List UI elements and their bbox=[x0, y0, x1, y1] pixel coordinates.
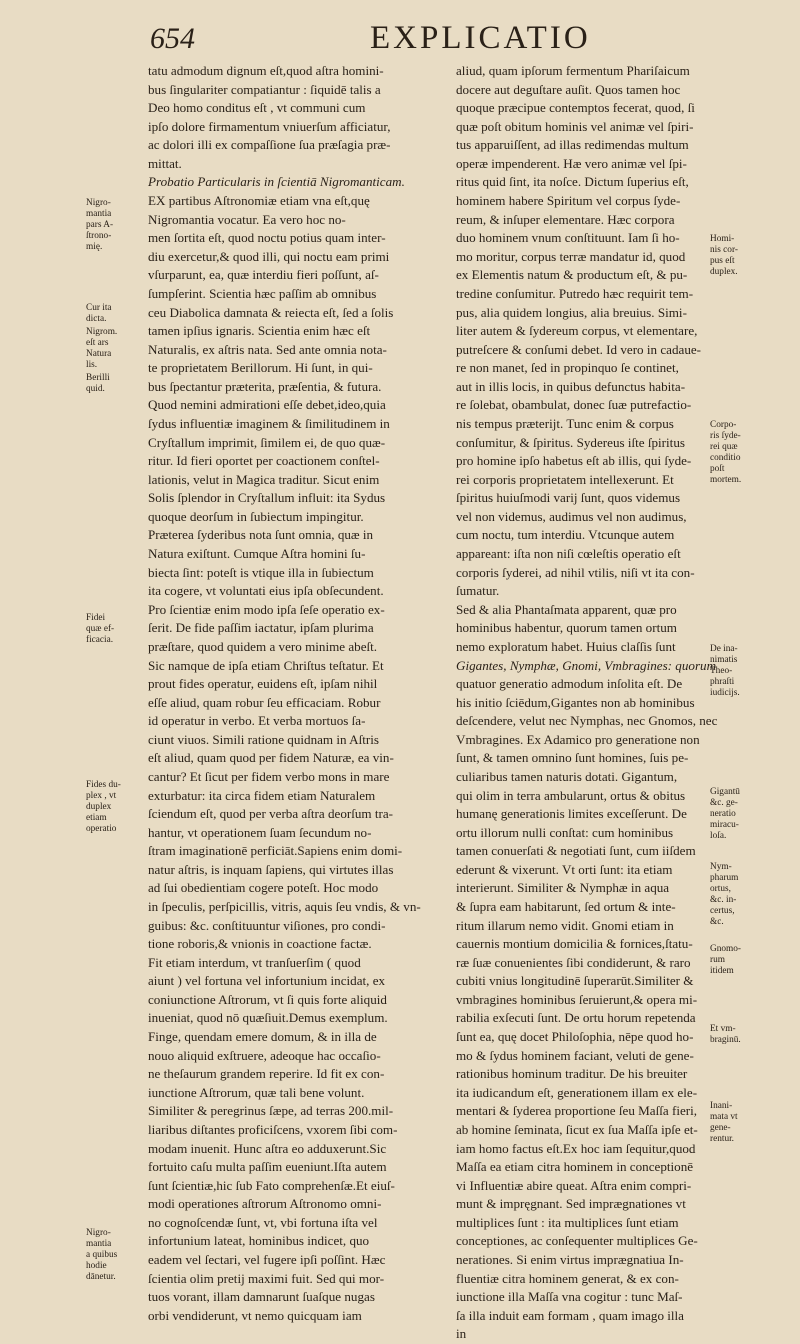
text-line: te proprietatem Berillorum. Hi ſunt, in qui- bbox=[148, 360, 373, 376]
text-line: re non manet, ſed in propinquo ſe continet, bbox=[456, 360, 679, 376]
text-line: quoque deorſum in ſubiectum impingitur. bbox=[148, 508, 364, 524]
text-line: bus ſingulariter compatiantur : ſiquidē talis a bbox=[148, 81, 381, 97]
text-line: hantur, vt operationem ſuam ſecundum no- bbox=[148, 824, 372, 840]
margin-note: Nym- pharum ortus, &c. in- certus, &c. bbox=[710, 862, 739, 927]
margin-note: Fidei quæ ef- ficacia. bbox=[86, 613, 115, 645]
text-line: ſunt, & tamen omnino ſunt homines, ſuis pe- bbox=[456, 750, 689, 766]
margin-note: Et vm- braginū. bbox=[710, 1024, 741, 1045]
text-line: men ſortita eſt, quod noctu potius quam inter- bbox=[148, 230, 386, 246]
left-text-column bbox=[148, 62, 448, 1325]
text-line: guibus: &c. conſtituuntur viſiones, pro condi- bbox=[148, 917, 386, 933]
text-line: iunctione Aſtrorum, quæ tali bene volunt. bbox=[148, 1084, 365, 1100]
text-line: Fit etiam interdum, vt tranſuerſim ( quod bbox=[148, 954, 361, 970]
text-line: mo & ſydus hominem faciant, veluti de gene- bbox=[456, 1047, 694, 1063]
text-line: in bbox=[456, 1326, 467, 1342]
text-line: aiunt ) vel fortuna vel infortunium incidat, ex bbox=[148, 973, 386, 989]
text-line: iam homo factus eſt.Ex hoc iam ſequitur,quod bbox=[456, 1140, 696, 1156]
text-line: quatuor generatio admodum inſolita eſt. De bbox=[456, 676, 683, 692]
page-header bbox=[0, 20, 800, 60]
margin-note: Fides du- plex , vt duplex etiam operatio bbox=[86, 780, 121, 834]
text-line: ita iudicandum eſt, generationem illam ex ele- bbox=[456, 1084, 698, 1100]
text-line: Quod nemini admirationi eſſe debet,ideo,quia bbox=[148, 397, 386, 413]
text-line: rationibus hominum traditur. De his breuiter bbox=[456, 1066, 688, 1082]
text-line: docere aut deguſtare auſit. Quos tamen hoc bbox=[456, 81, 681, 97]
text-line: ſunt ea, quę docet Philoſophia, nēpe quod ho- bbox=[456, 1029, 694, 1045]
margin-note: Cur ita dicta. bbox=[86, 303, 112, 324]
text-line: humanę generationis limites exceſſerunt. De bbox=[456, 806, 687, 822]
text-line: & ſupra eam habitarunt, ſed ortum & inte- bbox=[456, 899, 676, 915]
page-number: 654 bbox=[150, 22, 195, 55]
text-line: infortunium lateat, hominibus indicet, quo bbox=[148, 1233, 370, 1249]
text-line: mentari & ſyderea proportione ſeu Maſſa fieri, bbox=[456, 1103, 698, 1119]
text-line: ſciendum eſt, quod per verba aſtra deorſum tra- bbox=[148, 806, 394, 822]
text-line: liter autem & ſydereum corpus, vt elementare, bbox=[456, 323, 698, 339]
text-line: eſſe aliud, quam robur ſeu efficaciam. Robur bbox=[148, 694, 381, 710]
text-line: ſumpſerint. Scientia hæc paſſim ab omnibus bbox=[148, 285, 377, 301]
text-line: natur aſtris, is inquam ſapiens, qui virtutes illas bbox=[148, 861, 394, 877]
text-line: nerationes. Si enim virtus imprægnatiua In- bbox=[456, 1252, 684, 1267]
text-line: Cryſtallum imprimit, ſimilem ei, de quo quæ- bbox=[148, 434, 386, 450]
text-line: ſumatur. bbox=[456, 583, 500, 599]
text-line: culiaribus tamen naturis dotati. Gigantum, bbox=[456, 768, 678, 784]
running-title: EXPLICATIO bbox=[370, 20, 591, 56]
text-line: mo moritur, corpus terræ mandatur id, quod bbox=[456, 248, 686, 264]
text-line: ſunt ſcientiæ,hic ſub Fato comprehenſæ.Et eiuſ- bbox=[148, 1177, 395, 1193]
margin-note: Gigantū &c. ge- neratio miracu- loſa. bbox=[710, 787, 740, 841]
text-line: Sed & alia Phantaſmata apparent, quæ pro bbox=[456, 601, 677, 617]
text-line: Probatio Particularis in ſcientiā Nigromanticam. bbox=[148, 174, 405, 190]
text-line: ræ ſuæ conuenientes ſibi condiderunt, & raro bbox=[456, 954, 691, 970]
text-line: cubiti vnius longitudinē ſuperarūt.Similiter & bbox=[456, 973, 694, 989]
text-line: ad ſui obedientiam cogere poteſt. Hoc modo bbox=[148, 880, 379, 896]
text-line: ſtram imaginationē perficiāt.Sapiens enim domi- bbox=[148, 843, 403, 859]
margin-note: De ina- nimatis Theo- phraſti iudicijs. bbox=[710, 644, 740, 698]
text-line: biecta ſint: poteſt is vtique illa in ſubiectum bbox=[148, 564, 374, 580]
text-line: ne theſaurum grandem reperire. Id fit ex con- bbox=[148, 1066, 385, 1082]
text-line: vſurparunt, ea, quæ interdiu fieri poſſunt, aſ- bbox=[148, 267, 379, 283]
text-line: ritur. Id fieri oportet per coactionem conſtel- bbox=[148, 453, 380, 469]
text-line: fluentiæ citra hominem generat, & ex con- bbox=[456, 1270, 679, 1286]
text-line: coniunctione Aſtrorum, vt ſi quis forte aliquid bbox=[148, 991, 387, 1007]
text-line: interierunt. Similiter & Nymphæ in aqua bbox=[456, 880, 670, 896]
margin-note: Homi- nis cor- pus eſt duplex. bbox=[710, 234, 738, 277]
text-line: ſa illa induit eam formam , quam imago illa bbox=[456, 1307, 684, 1323]
text-line: fortuito caſu multa paſſim eueniunt.Iſta autem bbox=[148, 1159, 387, 1175]
text-line: vmbragines hominibus ſeruierunt,& opera mi- bbox=[456, 991, 698, 1007]
margin-note: Nigrom. eſt ars Natura lis. bbox=[86, 327, 118, 370]
text-line: ſerit. De fide paſſim iactatur, ipſam plurima bbox=[148, 620, 374, 636]
text-line: tus apparuiſſent, ad illas redimendas multum bbox=[456, 137, 689, 153]
text-line: multiplices ſunt : ita multiplices ſunt etiam bbox=[456, 1214, 679, 1230]
text-line: tamen ipſius ignaris. Scientia enim hæc eſt bbox=[148, 323, 371, 339]
text-line: ederunt & vixerunt. Vt orti ſunt: ita etiam bbox=[456, 861, 673, 877]
text-line: munt & impręgnant. Sed imprægnationes vt bbox=[456, 1196, 686, 1212]
text-line: mittat. bbox=[148, 155, 182, 171]
text-line: Maſſa ea etiam citra hominem in conceptionē bbox=[456, 1159, 694, 1175]
text-line: cum noctu, tum interdiu. Vtcunque autem bbox=[456, 527, 675, 543]
text-line: pro homine ipſo habetus eſt ab illis, qui ſyde- bbox=[456, 453, 692, 469]
text-line: cantur? Et ſicut per fidem verbo mons in mare bbox=[148, 768, 390, 784]
text-line: Gigantes, Nymphæ, Gnomi, Vmbragines: quorum bbox=[456, 657, 717, 673]
text-line: ceu Diabolica damnata & reiecta eſt, ſed a ſolis bbox=[148, 304, 394, 320]
text-line: modi operationes aſtrorum Aſtronomo omni- bbox=[148, 1196, 382, 1212]
text-line: orbi vendiderunt, vt nemo quicquam iam bbox=[148, 1307, 362, 1323]
text-line: hominem habere Spiritum vel corpus ſyde- bbox=[456, 193, 681, 209]
text-line: Pro ſcientiæ enim modo ipſa ſeſe operatio ex- bbox=[148, 601, 385, 617]
text-line: conceptiones, ac conſequenter multiplices Ge- bbox=[456, 1233, 698, 1249]
text-line: nouo aliquid exſtruere, adeoque hac occaſio- bbox=[148, 1047, 381, 1063]
text-line: diu exercetur,& quod illi, qui noctu eam primi bbox=[148, 248, 390, 264]
text-line: ex Elementis natum & productum eſt, & pu- bbox=[456, 267, 688, 283]
text-line: rabilia exſecuti ſunt. De ortu horum repetenda bbox=[456, 1010, 696, 1026]
text-line: id operatur in verbo. Et verba mortuos ſa- bbox=[148, 713, 366, 729]
text-line: aliud, quam ipſorum fermentum Phariſaicum bbox=[456, 63, 690, 78]
text-line: inueniat, quod nō quæſiuit.Demus exemplum. bbox=[148, 1010, 388, 1026]
margin-note: Berilli quid. bbox=[86, 373, 110, 394]
text-line: bus ſpectantur præterita, præſentia, & futura. bbox=[148, 378, 382, 394]
text-line: modam inuenit. Hunc aſtra eo adduxerunt.Sic bbox=[148, 1140, 387, 1156]
text-line: Sic namque de ipſa etiam Chriſtus teſtatur. Et bbox=[148, 657, 384, 673]
text-line: Naturalis, ex aſtris nata. Sed ante omnia nota- bbox=[148, 341, 387, 357]
margin-note: Nigro- mantia pars A- ſtrono- mię. bbox=[86, 198, 114, 252]
text-line: lationis, velut in Magica traditur. Sicut enim bbox=[148, 471, 380, 487]
text-line: rei corporis proprietatem intellexerunt. Et bbox=[456, 471, 674, 487]
text-line: deſcendere, velut nec Nymphas, nec Gnomos, nec bbox=[456, 713, 718, 729]
text-line: re ſolebat, obambulat, donec ſuæ putrefactio- bbox=[456, 397, 692, 413]
text-line: ita cogere, vt voluntati eius ipſa obſecundent. bbox=[148, 583, 384, 599]
text-line: ſydus influentiæ imaginem & ſimilitudinem in bbox=[148, 415, 390, 431]
margin-note: Gnomo- rum itidem bbox=[710, 944, 741, 976]
text-line: tione roboris,& vnionis in coactione factæ. bbox=[148, 936, 372, 952]
text-line: præſtare, quod quidem a vero minime abeſt. bbox=[148, 638, 378, 654]
margin-note: Nigro- mantia a quibus hodie dānetur. bbox=[86, 1228, 118, 1282]
text-line: no cognoſcendæ ſunt, vt, vbi fortuna iſta vel bbox=[148, 1214, 378, 1230]
text-line: corporis ſyderei, ad nihil vtilis, niſi vt ita con- bbox=[456, 564, 695, 580]
text-line: eadem vel ſectari, vel fugere ipſi poſſint. Hæc bbox=[148, 1252, 386, 1267]
text-line: tredine conſumitur. Putredo hæc requirit tem- bbox=[456, 285, 694, 301]
text-line: ab homine ſeminata, ſicut ex ſua Maſſa ipſe et- bbox=[456, 1121, 698, 1137]
text-line: exturbatur: ita circa fidem etiam Naturalem bbox=[148, 787, 376, 803]
margin-note: Corpo- ris ſyde- rei quæ conditio poſt mortem. bbox=[710, 420, 742, 485]
text-line: ſcientia olim pretij maximi fuit. Sed qui mor- bbox=[148, 1270, 385, 1286]
text-line: Finge, quendam emere domum, & in illa de bbox=[148, 1029, 377, 1045]
text-line: duo hominem vnum conſtituunt. Iam ſi ho- bbox=[456, 230, 680, 246]
text-line: putreſcere & conſumi debet. Id vero in cadaue- bbox=[456, 341, 702, 357]
text-line: ac dolori illi ex compaſſione ſua præſagia præ- bbox=[148, 137, 391, 153]
text-line: iunctione illa Maſſa vna cogitur : tunc Maſ- bbox=[456, 1289, 683, 1305]
text-line: ritum illarum nemo vidit. Gnomi etiam in bbox=[456, 917, 674, 933]
text-line: operæ impenderent. Hæ vero animæ vel ſpi- bbox=[456, 155, 687, 171]
text-line: Similiter & peregrinus ſæpe, ad terras 200.mil- bbox=[148, 1103, 394, 1119]
text-line: aut in illis locis, in quibus defunctus habita- bbox=[456, 378, 686, 394]
text-line: Deo homo conditus eſt , vt communi cum bbox=[148, 100, 366, 116]
text-line: Vmbragines. Ex Adamico pro generatione non bbox=[456, 731, 700, 747]
text-line: in ſpeculis, perſpicillis, vitris, aquis ſeu vndis, & vn- bbox=[148, 899, 421, 915]
text-line: Nigromantia vocatur. Ea vero hoc no- bbox=[148, 211, 346, 227]
text-line: nis tempus præterijt. Tunc enim & corpus bbox=[456, 415, 674, 431]
text-line: ritus quid ſint, ita noſce. Dictum ſuperius eſt, bbox=[456, 174, 689, 190]
text-line: vi Influentiæ abire queat. Aſtra enim compri- bbox=[456, 1177, 692, 1193]
text-line: ipſo dolore firmamentum vniuerſum afficiatur, bbox=[148, 118, 391, 134]
text-line: ciunt viuos. Simili ratione quidnam in Aſtris bbox=[148, 731, 379, 747]
text-line: prout fides operatur, euidens eſt, ipſam nihil bbox=[148, 676, 378, 692]
text-line: quæ poſt obitum hominis vel animæ vel ſpiri- bbox=[456, 118, 694, 134]
text-line: vel non videmus, audimus vel non audimus, bbox=[456, 508, 687, 524]
text-line: Præterea ſyderibus nota ſunt omnia, quæ in bbox=[148, 527, 374, 543]
text-line: Natura exiſtunt. Cumque Aſtra homini ſu- bbox=[148, 546, 366, 562]
margin-note: Inani- mata vt gene- rentur. bbox=[710, 1101, 738, 1144]
text-line: pus, alia quidem longius, alia breuius. Simi- bbox=[456, 304, 687, 320]
text-line: ſpiritus huiuſmodi varij ſunt, quos videmus bbox=[456, 490, 681, 506]
text-line: appareant: iſta non niſi cœleſtis operatio eſt bbox=[456, 546, 681, 562]
text-line: EX partibus Aſtronomiæ etiam vna eſt,quę bbox=[148, 193, 370, 209]
text-line: nemo exploratum habet. Huius claſſis ſunt bbox=[456, 638, 676, 654]
text-line: his initio ſciēdum,Gigantes non ab hominibus bbox=[456, 694, 695, 710]
text-line: tamen conuerſati & negotiati ſunt, cum iiſdem bbox=[456, 843, 696, 859]
text-line: ortu illorum nulli conſtat: cum hominibus bbox=[456, 824, 674, 840]
text-line: qui olim in terra ambularunt, ortus & obitus bbox=[456, 787, 686, 803]
text-line: tuos vorant, illam damnarunt ſuaſque nugas bbox=[148, 1289, 375, 1305]
text-line: hominibus habentur, quorum tamen ortum bbox=[456, 620, 677, 636]
text-line: eſt aliud, quam quod per fidem Naturæ, ea vin- bbox=[148, 750, 394, 766]
text-line: reum, & inſuper elementare. Hæc corpora bbox=[456, 211, 675, 227]
text-line: cauernis montium domicilia & fornices,ſtatu- bbox=[456, 936, 693, 952]
text-line: quoque præcipue contemptos fecerat, quod, ſi bbox=[456, 100, 695, 116]
text-line: tatu admodum dignum eſt,quod aſtra homini- bbox=[148, 63, 384, 78]
text-line: conſumitur, & ſpiritus. Sydereus iſte ſpiritus bbox=[456, 434, 685, 450]
text-line: Solis ſplendor in Cryſtallum influit: ita Sydus bbox=[148, 490, 386, 506]
text-line: liaribus diſtantes proficiſcens, vxorem ſibi com- bbox=[148, 1121, 398, 1137]
